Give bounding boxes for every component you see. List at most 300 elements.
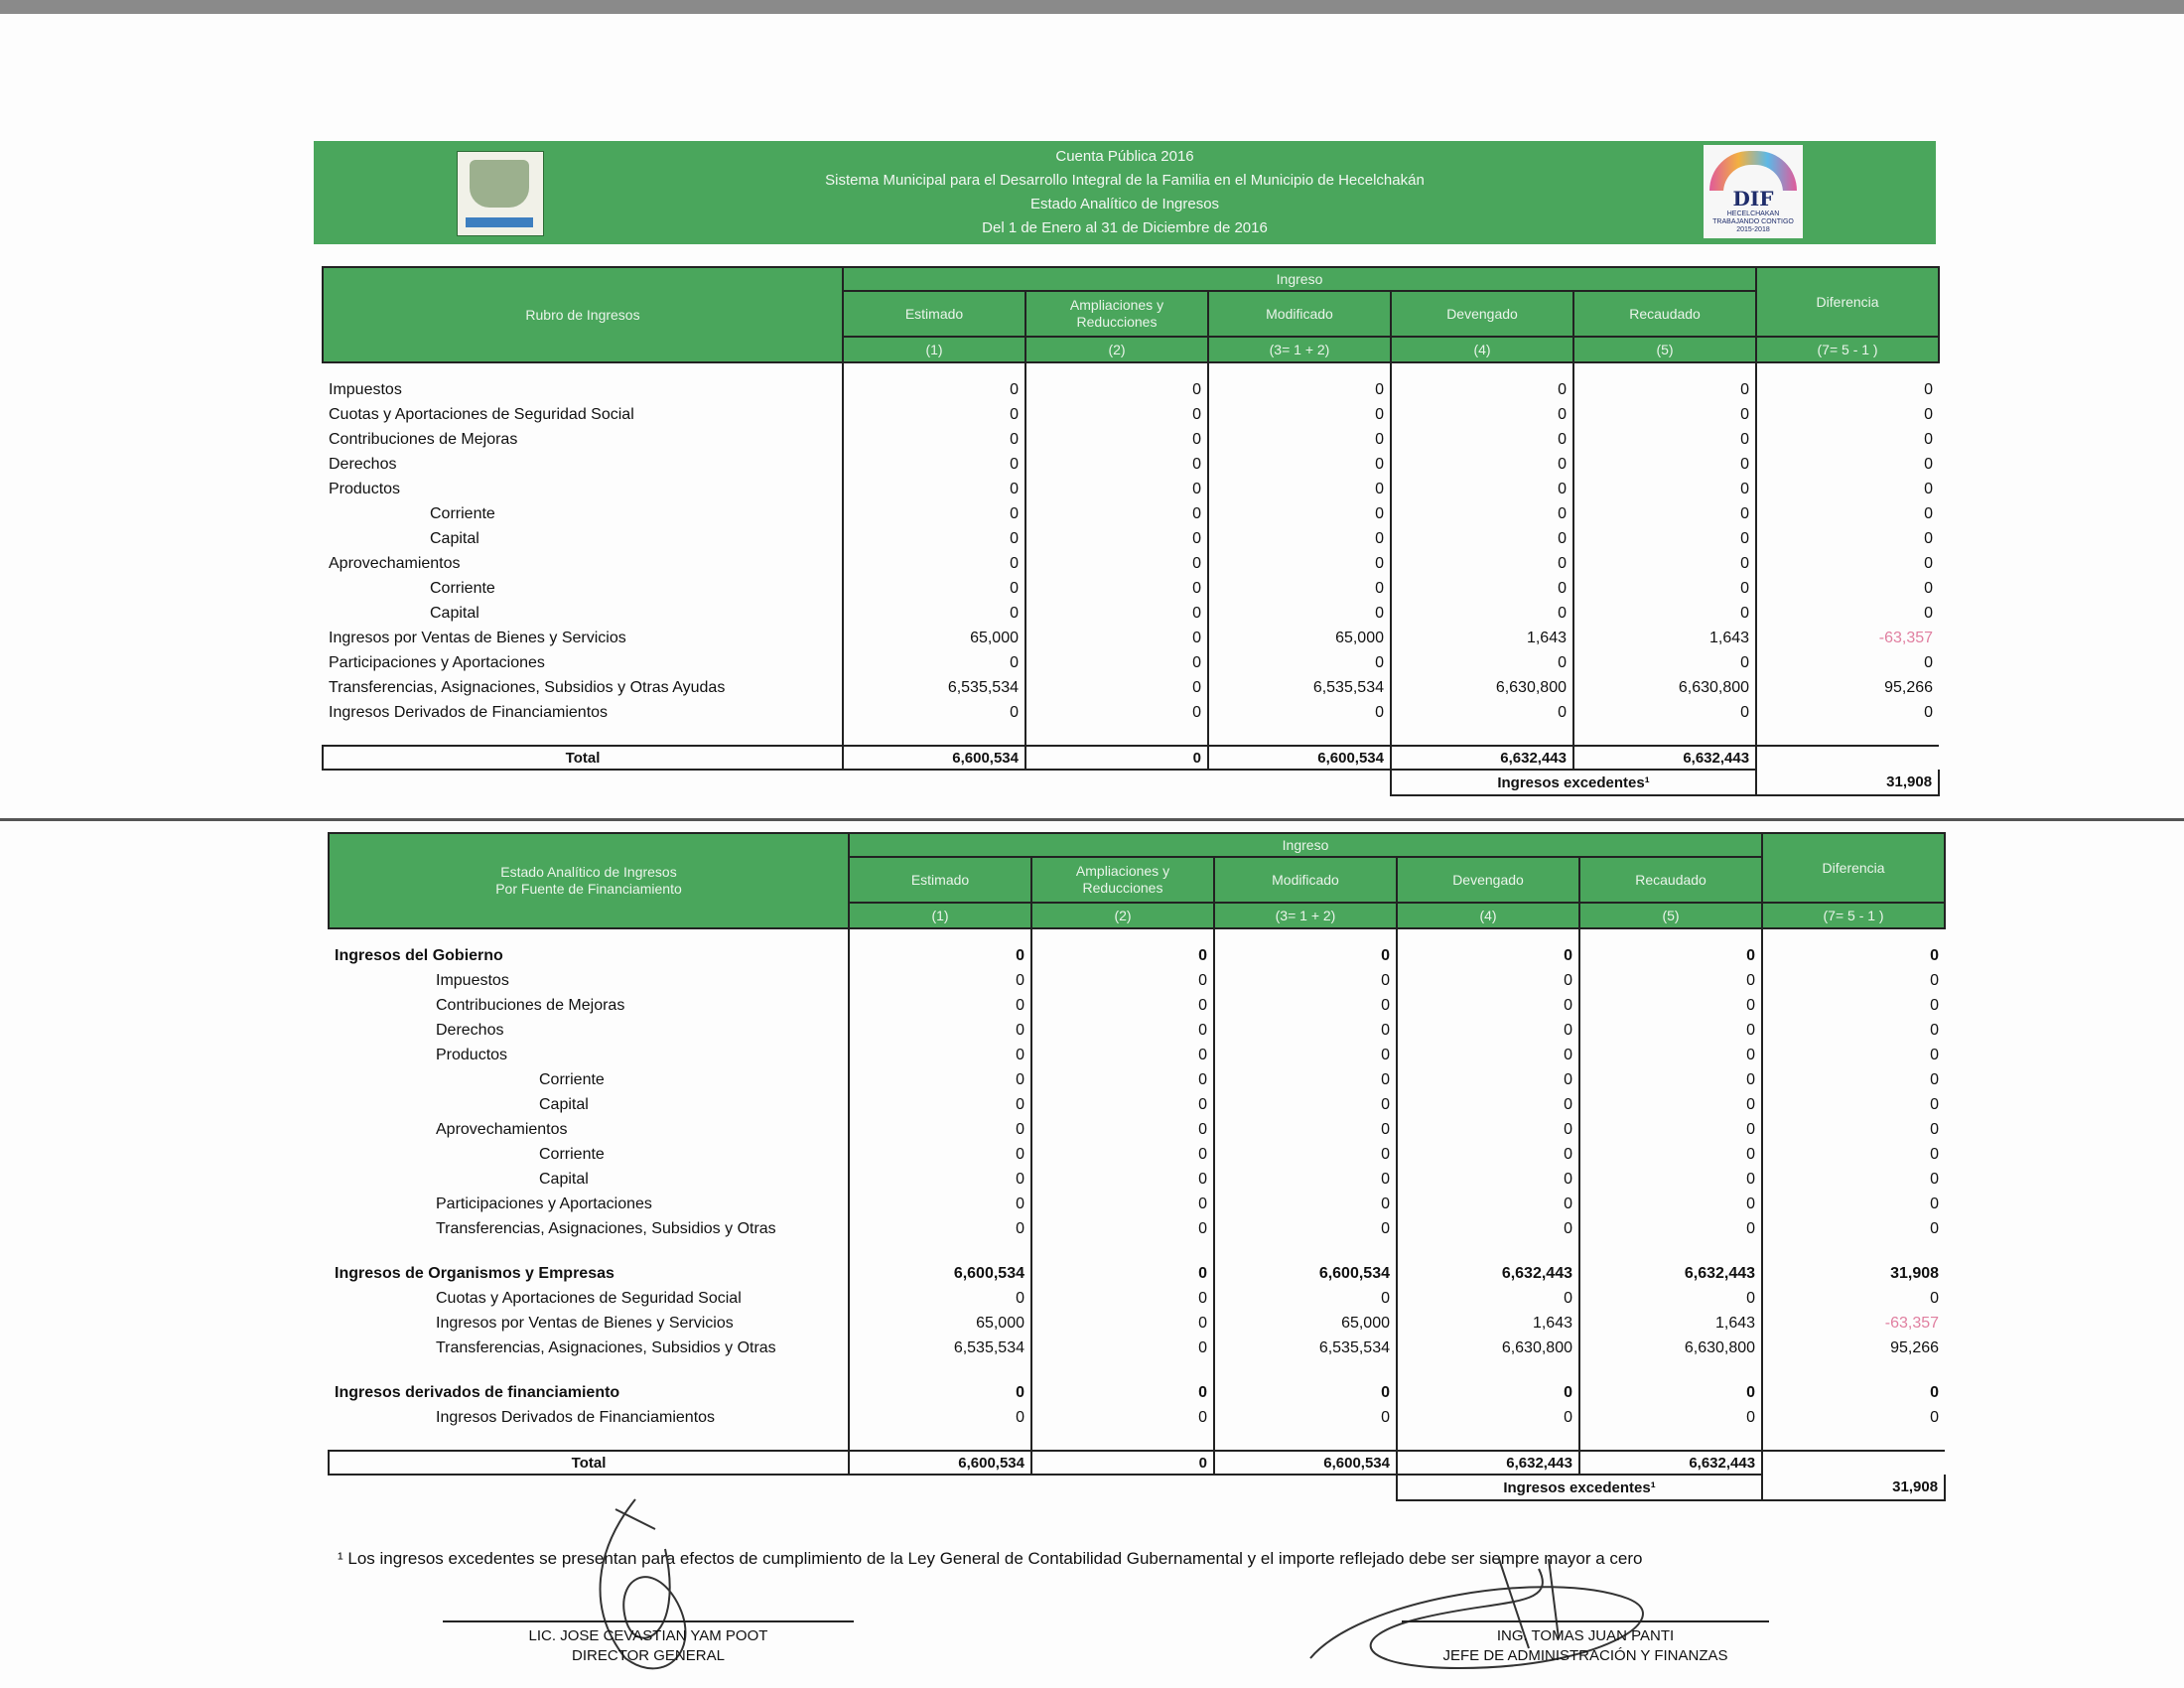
signatory-name: ING. TOMAS JUAN PANTI (1496, 1627, 1675, 1644)
cell-value: 95,266 (1762, 1336, 1945, 1360)
cell-value: 0 (1579, 928, 1762, 968)
row-label: Transferencias, Asignaciones, Subsidios y Otras (436, 1219, 776, 1237)
col-modificado: Modificado (1208, 291, 1391, 337)
cell-value: 31,908 (1762, 1261, 1945, 1286)
cell-value: 0 (1573, 601, 1756, 626)
total-label: Total (329, 1451, 849, 1475)
excedentes-value: 31,908 (1756, 770, 1939, 795)
cell-value: 65,000 (843, 626, 1025, 650)
cell-value: 0 (1031, 1216, 1214, 1241)
cell-value: 0 (1762, 993, 1945, 1018)
cell-value: 0 (1756, 362, 1939, 402)
table-row (329, 1043, 1945, 1067)
row-label: Transferencias, Asignaciones, Subsidios y Otras (436, 1338, 776, 1356)
cell-value: 0 (1756, 477, 1939, 501)
cell-value: 0 (1031, 1405, 1214, 1430)
cell-value: 0 (1031, 1380, 1214, 1405)
cell-value: 0 (849, 1380, 1031, 1405)
table-row (329, 1117, 1945, 1142)
cell-value: 0 (1756, 700, 1939, 725)
total-value: 6,632,443 (1391, 746, 1573, 770)
header-line-2: Sistema Municipal para el Desarrollo Integral de la Familia en el Municipio de Hecelchakán (825, 172, 1425, 189)
cell-value: 0 (1391, 700, 1573, 725)
cell-value: 0 (1397, 968, 1579, 993)
cell-value: 6,535,534 (849, 1336, 1031, 1360)
cell-value: 0 (843, 362, 1025, 402)
row-label: Participaciones y Aportaciones (436, 1195, 652, 1212)
table-row (329, 968, 1945, 993)
signatory-title: DIRECTOR GENERAL (572, 1647, 725, 1664)
signature-block-director (443, 1620, 854, 1666)
cell-value: 6,535,534 (1208, 675, 1391, 700)
cell-value: 0 (1762, 1405, 1945, 1430)
table-row (323, 362, 1939, 402)
cell-value: 0 (1573, 501, 1756, 526)
table-row (323, 700, 1939, 725)
cell-value: 6,600,534 (1214, 1261, 1397, 1286)
cell-value: 0 (1025, 501, 1208, 526)
row-label: Ingresos del Gobierno (335, 946, 503, 964)
cell-value: 0 (843, 551, 1025, 576)
col-code-5: (5) (1573, 337, 1756, 362)
table-row (323, 501, 1939, 526)
row-label: Derechos (436, 1021, 504, 1039)
total-value: 6,600,534 (849, 1451, 1031, 1475)
dif-logo-icon (1704, 145, 1803, 238)
total-value: 6,632,443 (1397, 1451, 1579, 1475)
total-value: 6,600,534 (1214, 1451, 1397, 1475)
cell-value: 6,535,534 (843, 675, 1025, 700)
row-label: Aprovechamientos (329, 554, 461, 572)
cell-value: 0 (1579, 1018, 1762, 1043)
col-rubro-heading: Rubro de Ingresos (323, 267, 843, 362)
cell-value: 0 (1762, 1018, 1945, 1043)
cell-value: 1,643 (1391, 626, 1573, 650)
col-code-7: (7= 5 - 1 ) (1756, 337, 1939, 362)
total-label: Total (323, 746, 843, 770)
row-label: Impuestos (436, 971, 509, 989)
cell-value: 0 (843, 452, 1025, 477)
cell-value: 6,630,800 (1573, 675, 1756, 700)
cell-value: 0 (1391, 362, 1573, 402)
cell-value: 1,643 (1579, 1311, 1762, 1336)
total-value: 6,632,443 (1573, 746, 1756, 770)
cell-value: 0 (1025, 477, 1208, 501)
total-value: 0 (1025, 746, 1208, 770)
cell-value: 0 (1397, 1117, 1579, 1142)
cell-value: 0 (1579, 968, 1762, 993)
cell-value: 0 (1214, 1043, 1397, 1067)
cell-value: 0 (1025, 650, 1208, 675)
cell-value: 0 (1573, 402, 1756, 427)
cell-value: 0 (849, 1142, 1031, 1167)
cell-value: 0 (1756, 601, 1939, 626)
cell-value: 0 (843, 526, 1025, 551)
col-code-3: (3= 1 + 2) (1214, 903, 1397, 928)
col-fuente-heading (329, 833, 849, 928)
cell-value: 0 (1025, 601, 1208, 626)
cell-value: 0 (1756, 402, 1939, 427)
cell-value: 0 (849, 968, 1031, 993)
cell-value: 0 (1397, 1167, 1579, 1192)
cell-value: -63,357 (1762, 1311, 1945, 1336)
cell-value: 0 (1025, 526, 1208, 551)
cell-value: 0 (1031, 993, 1214, 1018)
cell-value: 0 (1573, 650, 1756, 675)
cell-value: 0 (1397, 1192, 1579, 1216)
spacer-row (323, 725, 1939, 746)
cell-value: 0 (1214, 993, 1397, 1018)
cell-value: 0 (1391, 501, 1573, 526)
cell-value: 0 (1031, 928, 1214, 968)
cell-value: 0 (1397, 1067, 1579, 1092)
cell-value: 6,600,534 (849, 1261, 1031, 1286)
cell-value: 0 (1391, 427, 1573, 452)
col-recaudado: Recaudado (1579, 857, 1762, 903)
cell-value: 0 (849, 928, 1031, 968)
fuente-heading-line-1: Estado Analítico de Ingresos (500, 864, 677, 880)
cell-value: 0 (1579, 1167, 1762, 1192)
cell-value: 0 (1579, 1405, 1762, 1430)
scan-edge (0, 0, 2184, 14)
cell-value: 6,632,443 (1579, 1261, 1762, 1286)
col-modificado: Modificado (1214, 857, 1397, 903)
cell-value: 0 (849, 1286, 1031, 1311)
cell-value: 6,632,443 (1397, 1261, 1579, 1286)
cell-value: 0 (1762, 1043, 1945, 1067)
cell-value: 0 (849, 1405, 1031, 1430)
cell-value: 0 (1762, 1142, 1945, 1167)
total-value: 6,600,534 (843, 746, 1025, 770)
cell-value: 0 (1756, 427, 1939, 452)
cell-value: 0 (1214, 1167, 1397, 1192)
cell-value: 0 (1756, 650, 1939, 675)
col-devengado: Devengado (1397, 857, 1579, 903)
cell-value: 0 (849, 1067, 1031, 1092)
cell-value: 1,643 (1573, 626, 1756, 650)
dif-logo-text: DIF (1732, 187, 1774, 211)
cell-value: 0 (1208, 700, 1391, 725)
row-label: Productos (436, 1046, 508, 1063)
cell-value: 0 (849, 1167, 1031, 1192)
total-value: 6,632,443 (1579, 1451, 1762, 1475)
cell-value: 0 (1214, 928, 1397, 968)
col-code-5: (5) (1579, 903, 1762, 928)
cell-value: 0 (1756, 576, 1939, 601)
table-row (323, 626, 1939, 650)
cell-value: 65,000 (849, 1311, 1031, 1336)
cell-value: 0 (1214, 1092, 1397, 1117)
cell-value: 0 (843, 427, 1025, 452)
cell-value: 0 (1762, 1092, 1945, 1117)
cell-value: 0 (1031, 1142, 1214, 1167)
cell-value: 0 (1397, 1405, 1579, 1430)
footnote: ¹ Los ingresos excedentes se presentan para efectos de cumplimiento de la Ley General de Contabilidad Gubernamental y el importe reflejado debe ser siempre mayor a cero (338, 1549, 1643, 1568)
row-label: Corriente (539, 1145, 605, 1163)
cell-value: 0 (1025, 576, 1208, 601)
cell-value: 0 (1391, 477, 1573, 501)
cell-value: 0 (1397, 1018, 1579, 1043)
cell-value: 0 (1214, 1216, 1397, 1241)
cell-value: 0 (1031, 1311, 1214, 1336)
cell-value: 0 (849, 1043, 1031, 1067)
signature-block-admin (1402, 1620, 1769, 1666)
cell-value: 0 (1397, 1043, 1579, 1067)
col-code-1: (1) (849, 903, 1031, 928)
table-row (323, 650, 1939, 675)
cell-value: 0 (843, 601, 1025, 626)
report-header-banner (314, 141, 1936, 244)
cell-value: 0 (843, 650, 1025, 675)
row-label: Contribuciones de Mejoras (329, 430, 518, 448)
table-row (329, 1380, 1945, 1405)
col-code-2: (2) (1031, 903, 1214, 928)
row-label: Corriente (430, 504, 495, 522)
col-code-2: (2) (1025, 337, 1208, 362)
col-code-3: (3= 1 + 2) (1208, 337, 1391, 362)
row-label: Contribuciones de Mejoras (436, 996, 625, 1014)
table-row (323, 477, 1939, 501)
col-recaudado: Recaudado (1573, 291, 1756, 337)
cell-value: 0 (843, 477, 1025, 501)
table-row (329, 1405, 1945, 1430)
cell-value: 0 (1208, 650, 1391, 675)
cell-value: 0 (1031, 1167, 1214, 1192)
table-row (323, 551, 1939, 576)
cell-value: 0 (1031, 1192, 1214, 1216)
cell-value: 6,630,800 (1579, 1336, 1762, 1360)
cell-value: 0 (1762, 928, 1945, 968)
cell-value: 65,000 (1214, 1311, 1397, 1336)
cell-value: 0 (849, 1117, 1031, 1142)
cell-value: 0 (1579, 1286, 1762, 1311)
row-label: Ingresos Derivados de Financiamientos (436, 1408, 716, 1426)
row-label: Impuestos (329, 380, 402, 398)
cell-value: 0 (1208, 601, 1391, 626)
table-row (323, 675, 1939, 700)
cell-value: 0 (1579, 1192, 1762, 1216)
cell-value: 0 (1579, 1216, 1762, 1241)
row-label: Transferencias, Asignaciones, Subsidios y Otras Ayudas (329, 678, 726, 696)
dif-logo-subtext: HECELCHAKAN TRABAJANDO CONTIGO 2015-2018 (1712, 211, 1794, 233)
cell-value: 0 (1025, 700, 1208, 725)
rubro-ingresos-table (322, 266, 1940, 796)
cell-value: 0 (1579, 1117, 1762, 1142)
cell-value: 0 (1391, 526, 1573, 551)
cell-value: 6,630,800 (1397, 1336, 1579, 1360)
cell-value: 0 (1397, 993, 1579, 1018)
cell-value: 0 (1756, 501, 1939, 526)
cell-value: -63,357 (1756, 626, 1939, 650)
row-label: Ingresos Derivados de Financiamientos (329, 703, 609, 721)
row-label: Capital (430, 604, 479, 622)
row-label: Productos (329, 480, 401, 497)
cell-value: 0 (1762, 1192, 1945, 1216)
cell-value: 0 (1573, 551, 1756, 576)
excedentes-row (323, 770, 1939, 795)
cell-value: 0 (849, 1018, 1031, 1043)
cell-value: 0 (1031, 1117, 1214, 1142)
col-ampliaciones: Ampliaciones y Reducciones (1025, 291, 1208, 337)
cell-value: 0 (1208, 526, 1391, 551)
cell-value: 0 (1214, 1142, 1397, 1167)
cell-value: 0 (1579, 1067, 1762, 1092)
cell-value: 0 (1573, 576, 1756, 601)
cell-value: 6,630,800 (1391, 675, 1573, 700)
cell-value: 0 (843, 576, 1025, 601)
row-label: Participaciones y Aportaciones (329, 653, 545, 671)
spacer-row (329, 1360, 1945, 1380)
cell-value: 0 (1214, 1067, 1397, 1092)
cell-value: 0 (1756, 526, 1939, 551)
row-label: Capital (430, 529, 479, 547)
cell-value: 0 (1397, 1216, 1579, 1241)
cell-value: 0 (1762, 1117, 1945, 1142)
col-ingreso-group: Ingreso (843, 267, 1756, 291)
header-line-1: Cuenta Pública 2016 (1055, 148, 1194, 165)
cell-value: 0 (1756, 452, 1939, 477)
cell-value: 0 (1762, 1286, 1945, 1311)
cell-value: 0 (1391, 551, 1573, 576)
col-devengado: Devengado (1391, 291, 1573, 337)
row-label: Aprovechamientos (436, 1120, 568, 1138)
row-label: Cuotas y Aportaciones de Seguridad Social (436, 1289, 742, 1307)
cell-value: 0 (1031, 1261, 1214, 1286)
table-row (323, 427, 1939, 452)
table-row (329, 1216, 1945, 1241)
row-label: Ingresos de Organismos y Empresas (335, 1264, 614, 1282)
row-label: Ingresos derivados de financiamiento (335, 1383, 620, 1401)
spacer-row (329, 1241, 1945, 1261)
signatory-title: JEFE DE ADMINISTRACIÓN Y FINANZAS (1442, 1647, 1728, 1664)
cell-value: 0 (1579, 1142, 1762, 1167)
cell-value: 0 (1208, 427, 1391, 452)
row-label: Corriente (539, 1070, 605, 1088)
page-divider (0, 818, 2184, 821)
cell-value: 0 (1397, 928, 1579, 968)
col-estimado: Estimado (849, 857, 1031, 903)
cell-value: 0 (1762, 1067, 1945, 1092)
col-estimado: Estimado (843, 291, 1025, 337)
col-ampliaciones: Ampliaciones y Reducciones (1031, 857, 1214, 903)
cell-value: 0 (1031, 1067, 1214, 1092)
col-code-1: (1) (843, 337, 1025, 362)
row-label: Capital (539, 1170, 589, 1188)
cell-value: 0 (1762, 1167, 1945, 1192)
cell-value: 0 (1025, 675, 1208, 700)
table-row (323, 526, 1939, 551)
cell-value: 0 (1031, 1286, 1214, 1311)
cell-value: 0 (1208, 452, 1391, 477)
cell-value: 0 (1214, 968, 1397, 993)
table-row (323, 576, 1939, 601)
col-code-4: (4) (1391, 337, 1573, 362)
table-row (329, 928, 1945, 968)
row-label: Corriente (430, 579, 495, 597)
total-row (329, 1451, 1945, 1475)
table-row (329, 1092, 1945, 1117)
table-row (329, 1067, 1945, 1092)
row-label: Derechos (329, 455, 397, 473)
cell-value: 0 (1579, 1380, 1762, 1405)
total-value: 0 (1031, 1451, 1214, 1475)
table-row (329, 1311, 1945, 1336)
table-row (329, 1286, 1945, 1311)
table-row (329, 1261, 1945, 1286)
cell-value: 0 (1031, 1043, 1214, 1067)
table-row (329, 1142, 1945, 1167)
cell-value: 0 (843, 700, 1025, 725)
col-code-4: (4) (1397, 903, 1579, 928)
cell-value: 0 (1214, 1018, 1397, 1043)
col-code-7: (7= 5 - 1 ) (1762, 903, 1945, 928)
excedentes-value: 31,908 (1762, 1475, 1945, 1500)
cell-value: 0 (1031, 1018, 1214, 1043)
cell-value: 0 (843, 402, 1025, 427)
cell-value: 0 (1031, 1336, 1214, 1360)
cell-value: 0 (1391, 601, 1573, 626)
table-row (323, 601, 1939, 626)
total-value: 6,600,534 (1208, 746, 1391, 770)
cell-value: 0 (1025, 362, 1208, 402)
cell-value: 0 (1025, 452, 1208, 477)
cell-value: 0 (1031, 968, 1214, 993)
table-row (329, 1167, 1945, 1192)
cell-value: 0 (1573, 452, 1756, 477)
cell-value: 0 (1391, 402, 1573, 427)
cell-value: 0 (1579, 993, 1762, 1018)
col-diferencia: Diferencia (1756, 267, 1939, 337)
cell-value: 0 (1573, 427, 1756, 452)
cell-value: 0 (1756, 551, 1939, 576)
cell-value: 0 (1208, 402, 1391, 427)
cell-value: 0 (1214, 1286, 1397, 1311)
cell-value: 65,000 (1208, 626, 1391, 650)
cell-value: 0 (1397, 1142, 1579, 1167)
cell-value: 0 (1025, 427, 1208, 452)
cell-value: 0 (1391, 452, 1573, 477)
cell-value: 0 (1391, 650, 1573, 675)
table-row (329, 1192, 1945, 1216)
cell-value: 0 (843, 501, 1025, 526)
cell-value: 0 (1573, 477, 1756, 501)
municipal-crest-icon (457, 151, 544, 236)
cell-value: 6,535,534 (1214, 1336, 1397, 1360)
cell-value: 0 (1214, 1117, 1397, 1142)
cell-value: 0 (1762, 1216, 1945, 1241)
header-line-4: Del 1 de Enero al 31 de Diciembre de 2016 (982, 219, 1268, 236)
cell-value: 0 (1208, 576, 1391, 601)
col-ingreso-group: Ingreso (849, 833, 1762, 857)
cell-value: 0 (1031, 1092, 1214, 1117)
cell-value: 0 (849, 1092, 1031, 1117)
cell-value: 0 (1762, 1380, 1945, 1405)
cell-value: 0 (1397, 1380, 1579, 1405)
row-label: Cuotas y Aportaciones de Seguridad Social (329, 405, 634, 423)
cell-value: 0 (1208, 477, 1391, 501)
fuente-financiamiento-table (328, 832, 1946, 1501)
cell-value: 0 (1579, 1092, 1762, 1117)
cell-value: 0 (1391, 576, 1573, 601)
cell-value: 0 (1208, 362, 1391, 402)
cell-value: 0 (1208, 551, 1391, 576)
row-label: Ingresos por Ventas de Bienes y Servicios (436, 1314, 734, 1332)
col-diferencia: Diferencia (1762, 833, 1945, 903)
cell-value: 0 (1214, 1380, 1397, 1405)
cell-value: 0 (1579, 1043, 1762, 1067)
cell-value: 0 (1214, 1405, 1397, 1430)
signatory-name: LIC. JOSE CEVASTIAN YAM POOT (528, 1627, 768, 1644)
